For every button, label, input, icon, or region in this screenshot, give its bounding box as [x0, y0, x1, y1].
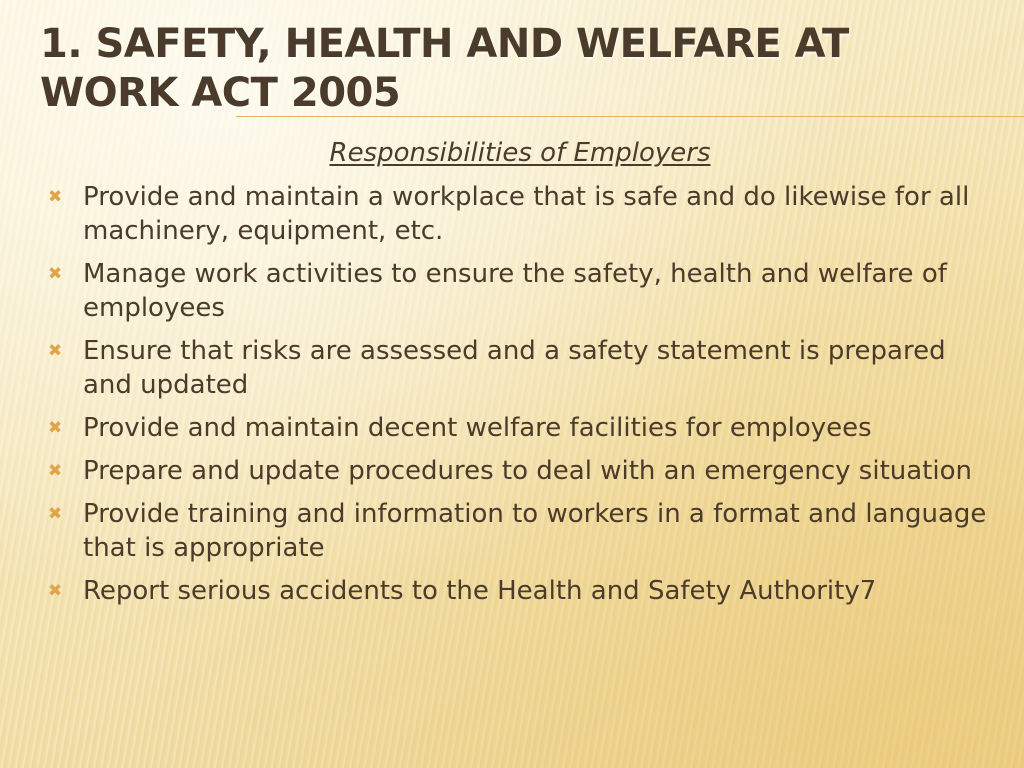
slide-subtitle: Responsibilities of Employers	[329, 138, 711, 168]
bullet-text: Provide and maintain a workplace that is safe and do likewise for all machinery, equipment, etc.	[83, 182, 970, 246]
bullet-text: Prepare and update procedures to deal with an emergency situation	[83, 456, 972, 486]
x-mark-icon: ✖	[48, 461, 63, 481]
bullet-text: Provide and maintain decent welfare facilities for employees	[83, 413, 872, 443]
title-divider	[236, 116, 1024, 117]
bullet-item	[40, 257, 1000, 325]
x-mark-icon: ✖	[48, 341, 63, 361]
x-mark-icon: ✖	[48, 187, 63, 207]
bullet-item	[40, 454, 1000, 488]
bullet-text: Manage work activities to ensure the safety, health and welfare of employees	[83, 259, 947, 323]
bullet-text: Ensure that risks are assessed and a safety statement is prepared and updated	[83, 336, 946, 400]
x-mark-icon: ✖	[48, 581, 63, 601]
slide-title: 1. SAFETY, HEALTH AND WELFARE AT WORK ACT 2005	[40, 21, 849, 116]
bullet-item	[40, 574, 1000, 608]
bullet-text: Provide training and information to workers in a format and language that is appropriate	[83, 499, 987, 563]
bullet-item	[40, 497, 1000, 565]
bullet-item	[40, 334, 1000, 402]
bullet-item	[40, 180, 1000, 248]
bullet-text: Report serious accidents to the Health and Safety Authority7	[83, 576, 877, 606]
x-mark-icon: ✖	[48, 418, 63, 438]
x-mark-icon: ✖	[48, 504, 63, 524]
bullet-list	[40, 180, 1000, 617]
x-mark-icon: ✖	[48, 264, 63, 284]
bullet-item	[40, 411, 1000, 445]
